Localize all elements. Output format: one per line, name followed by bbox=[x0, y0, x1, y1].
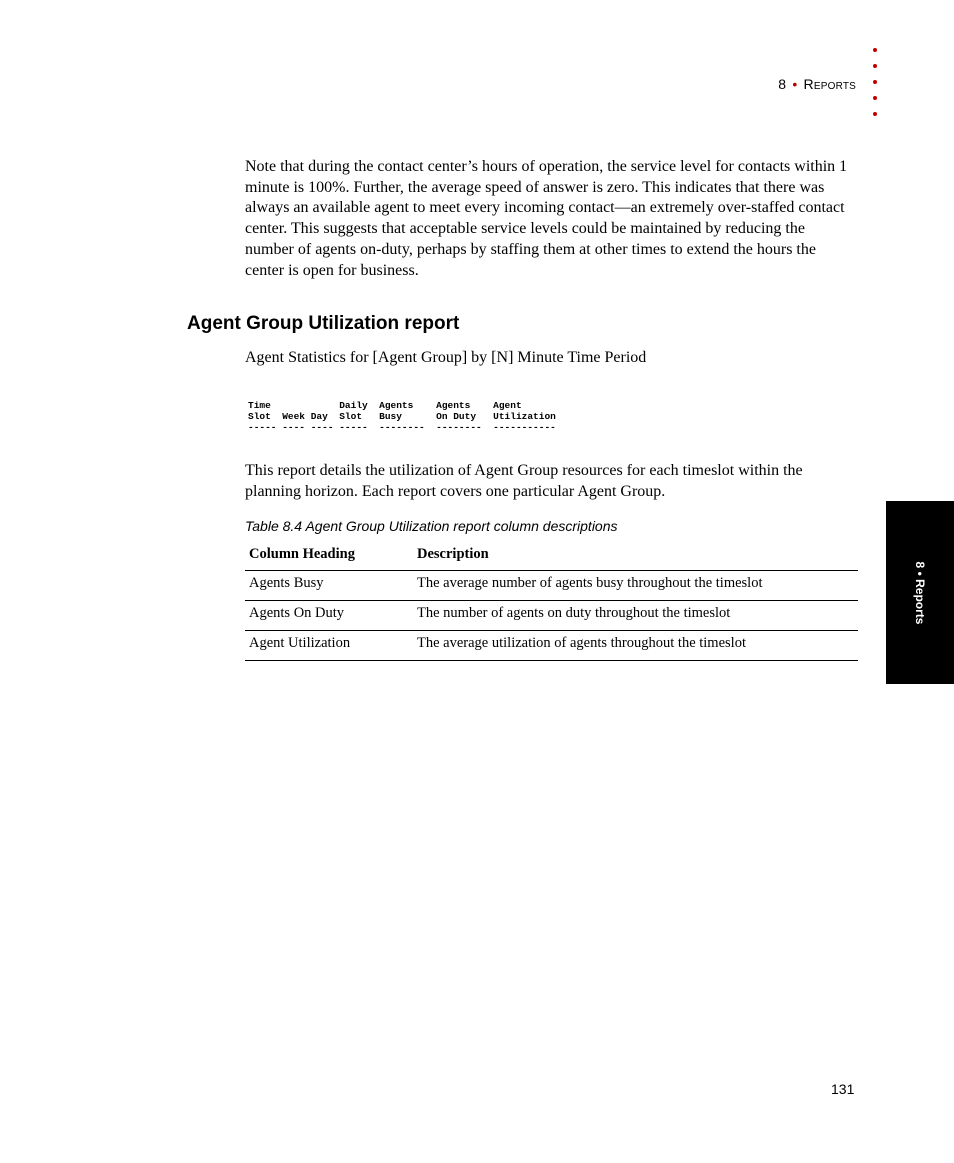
chapter-number: 8 bbox=[778, 76, 787, 92]
decorative-dots bbox=[873, 48, 881, 128]
table-row bbox=[245, 631, 858, 661]
chapter-title: Reports bbox=[803, 76, 856, 92]
intro-paragraph: Note that during the contact center’s hours of operation, the service level for contacts within 1 minute is 100%. Further, the average speed of answer is zero. This indicates that there was always an available agent to meet every incoming contact—an extremely over-staffed contact center. This suggests that acceptable service levels could be maintained by reducing the number of agents on-duty, perhaps by staffing them at other times to extend the hours the center is open for business. bbox=[245, 158, 848, 279]
dot-icon bbox=[873, 64, 877, 68]
description-header: Description bbox=[413, 542, 858, 571]
report-sample-line: ----- ---- ---- ----- -------- -------- ----------- bbox=[248, 421, 556, 433]
report-sample bbox=[248, 401, 556, 433]
page-number: 131 bbox=[831, 1081, 855, 1097]
section-heading: Agent Group Utilization report bbox=[187, 313, 460, 334]
description-cell: The average number of agents busy throughout the timeslot bbox=[413, 571, 858, 601]
table-caption: Table 8.4 Agent Group Utilization report column descriptions bbox=[245, 518, 618, 534]
description-cell: The average utilization of agents throughout the timeslot bbox=[413, 631, 858, 661]
dot-icon bbox=[873, 80, 877, 84]
table-header-row bbox=[245, 542, 858, 571]
column-description-table bbox=[245, 542, 858, 661]
column-heading-cell: Agents Busy bbox=[245, 571, 413, 601]
table-row bbox=[245, 601, 858, 631]
dot-icon bbox=[873, 112, 877, 116]
dot-icon bbox=[873, 48, 877, 52]
header-bullet: • bbox=[792, 76, 798, 92]
report-sample-line: Time Daily Agents Agents Agent bbox=[248, 400, 522, 411]
column-heading-header: Column Heading bbox=[245, 542, 413, 571]
side-tab-label: 8 • Reports bbox=[913, 561, 927, 625]
dot-icon bbox=[873, 96, 877, 100]
chapter-side-tab bbox=[886, 501, 954, 684]
column-heading-cell: Agents On Duty bbox=[245, 601, 413, 631]
running-header bbox=[778, 76, 856, 92]
description-cell: The number of agents on duty throughout the timeslot bbox=[413, 601, 858, 631]
column-heading-cell: Agent Utilization bbox=[245, 631, 413, 661]
report-title: Agent Statistics for [Agent Group] by [N] Minute Time Period bbox=[245, 349, 647, 366]
body-paragraph: This report details the utilization of Agent Group resources for each timeslot within the planning horizon. Each report covers one particular Agent Group. bbox=[245, 462, 803, 500]
table-row bbox=[245, 571, 858, 601]
report-sample-line: Slot Week Day Slot Busy On Duty Utilization bbox=[248, 410, 556, 422]
